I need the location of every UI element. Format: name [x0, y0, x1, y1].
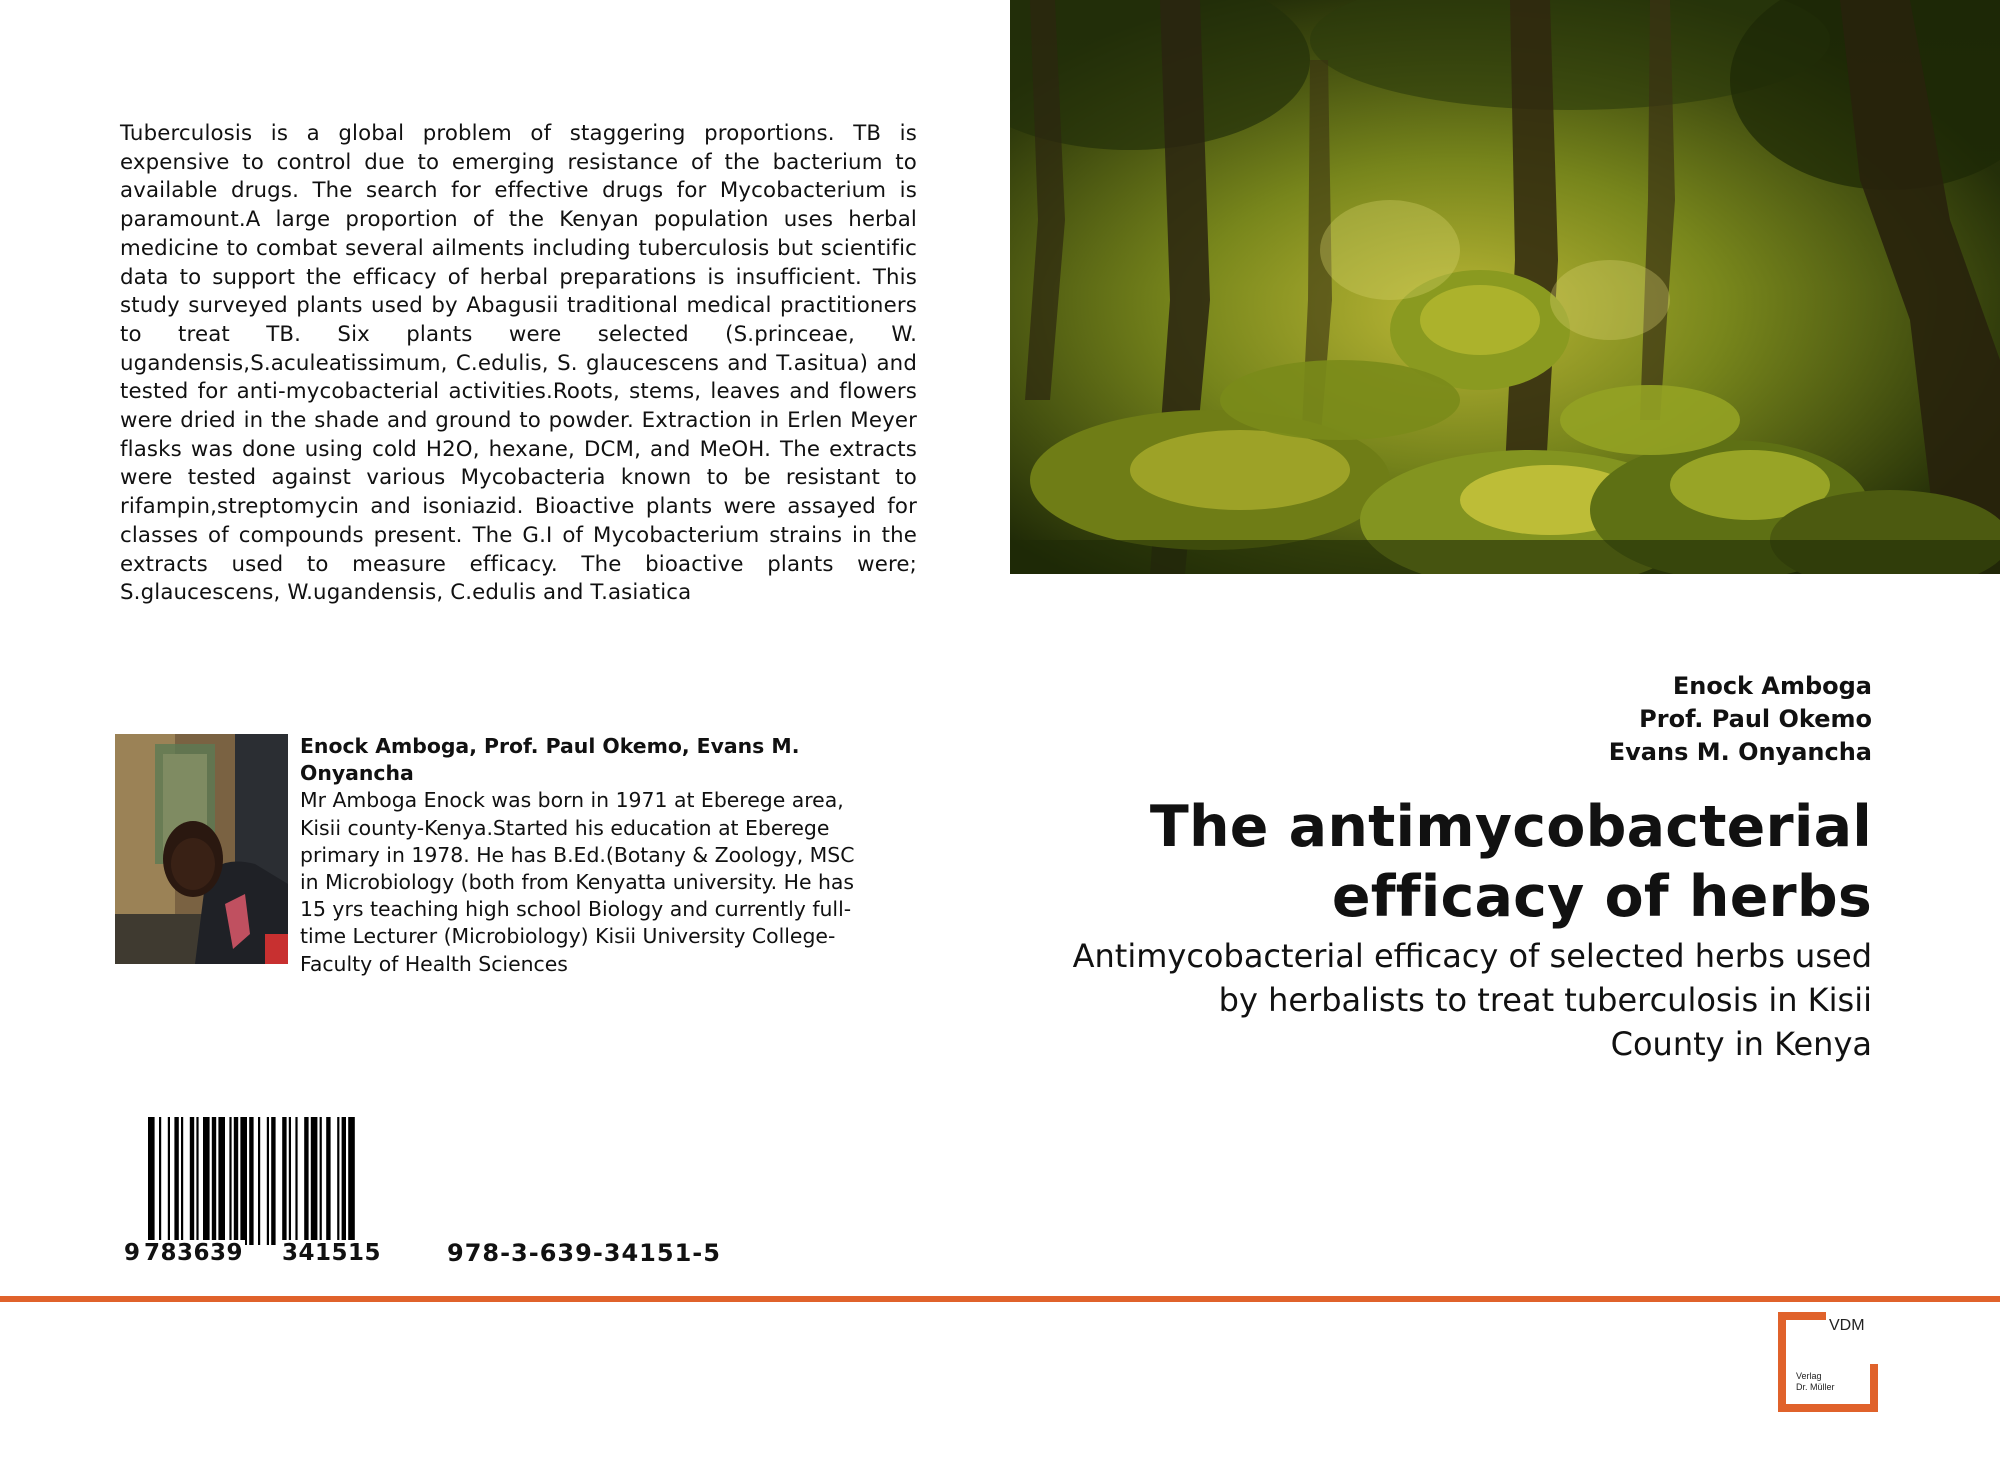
- barcode-digit-lead: 9: [124, 1240, 141, 1266]
- front-cover-authors: [1609, 670, 1872, 769]
- publisher-logo-line1: Verlag: [1796, 1371, 1822, 1381]
- book-subtitle-line: Antimycobacterial efficacy of selected herbs used: [1072, 937, 1872, 975]
- author-name: Enock Amboga: [1672, 672, 1872, 700]
- barcode-bar: [337, 1117, 339, 1245]
- barcode-bar: [203, 1117, 210, 1245]
- barcode-bar: [342, 1117, 346, 1245]
- barcode-bar: [148, 1117, 155, 1257]
- isbn-number: 978-3-639-34151-5: [447, 1239, 721, 1267]
- orange-divider-rule: [0, 1296, 2000, 1302]
- book-title: [972, 792, 1872, 932]
- barcode-bar: [304, 1117, 308, 1245]
- barcode-bar: [289, 1117, 291, 1245]
- barcode-bar: [168, 1117, 170, 1245]
- barcode-bar: [174, 1117, 178, 1245]
- author-bio-names: Enock Amboga, Prof. Paul Okemo, Evans M. Onyancha: [300, 734, 800, 786]
- barcode-bar: [240, 1117, 247, 1245]
- barcode-digit-group-right: 341515: [282, 1240, 382, 1266]
- forest-illustration: [1010, 0, 2000, 574]
- barcode-bar: [271, 1117, 275, 1245]
- barcode-bar: [311, 1117, 318, 1245]
- barcode-bar: [212, 1117, 216, 1245]
- author-name: Prof. Paul Okemo: [1639, 705, 1872, 733]
- barcode-bar: [282, 1117, 286, 1245]
- publisher-logo-vdm: VDM: [1829, 1317, 1865, 1334]
- author-portrait-illustration: [115, 734, 288, 964]
- barcode-bar: [229, 1117, 231, 1245]
- barcode-bar: [234, 1117, 238, 1245]
- barcode-bar: [159, 1117, 161, 1257]
- author-bio: [300, 733, 860, 978]
- barcode-digits: [124, 1240, 414, 1270]
- barcode-bar: [295, 1117, 297, 1245]
- author-photo: [115, 734, 288, 964]
- barcode-bar: [258, 1117, 260, 1245]
- barcode-bar: [249, 1117, 253, 1245]
- barcode-bar: [190, 1117, 194, 1245]
- book-subtitle-line: County in Kenya: [1610, 1025, 1872, 1063]
- barcode-bar: [196, 1117, 198, 1245]
- book-title-line: The antimycobacterial: [1149, 794, 1872, 860]
- barcode-bar: [267, 1117, 269, 1245]
- back-cover-blurb: Tuberculosis is a global problem of staggering proportions. TB is expensive to control due to emerging resistance of the bacterium to available drugs. The search for effective drugs for Mycobacterium is paramount.A large proportion of the Kenyan population uses herbal medicine to combat several ailments including tuberculosis but scientific data to support the efficacy of herbal preparations is insufficient. This study surveyed plants used by Abagusii traditional medical practitioners to treat TB. Six plants were selected (S.princeae, W. ugandensis,S.aculeatissimum, C.edulis, S. glaucescens and T.asitua) and tested for anti-mycobacterial activities.Roots, stems, leaves and flowers were dried in the shade and ground to powder. Extraction in Erlen Meyer flasks was done using cold H2O, hexane, DCM, and MeOH. The extracts were tested against various Mycobacteria known to be resistant to rifampin,streptomycin and isoniazid. Bioactive plants were assayed for classes of compounds present. The G.I of Mycobacterium strains in the extracts used to measure efficacy. The bioactive plants were; S.glaucescens, W.ugandensis, C.edulis and T.asiatica: [120, 121, 917, 606]
- publisher-logo-line2: Dr. Müller: [1796, 1382, 1835, 1392]
- forest-cover-photo: [1010, 0, 2000, 574]
- book-subtitle: [1012, 934, 1872, 1066]
- barcode-bar: [218, 1117, 225, 1245]
- barcode-bar: [326, 1117, 330, 1245]
- barcode-bar: [348, 1117, 355, 1257]
- author-bio-text: Mr Amboga Enock was born in 1971 at Eberege area, Kisii county-Kenya.Started his education at Eberege primary in 1978. He has B.Ed.(Botany & Zoology, MSC in Microbiology (both from Kenyatta university. He has 15 yrs teaching high school Biology and currently full-time Lecturer (Microbiology) Kisii University College-Faculty of Health Sciences: [300, 788, 855, 976]
- book-title-line: efficacy of herbs: [1331, 864, 1872, 930]
- book-subtitle-line: by herbalists to treat tuberculosis in Kisii: [1218, 981, 1872, 1019]
- author-name: Evans M. Onyancha: [1608, 738, 1872, 766]
- barcode-bar: [320, 1117, 322, 1245]
- barcode-bar: [181, 1117, 183, 1245]
- barcode-digit-group-left: 783639: [144, 1240, 244, 1266]
